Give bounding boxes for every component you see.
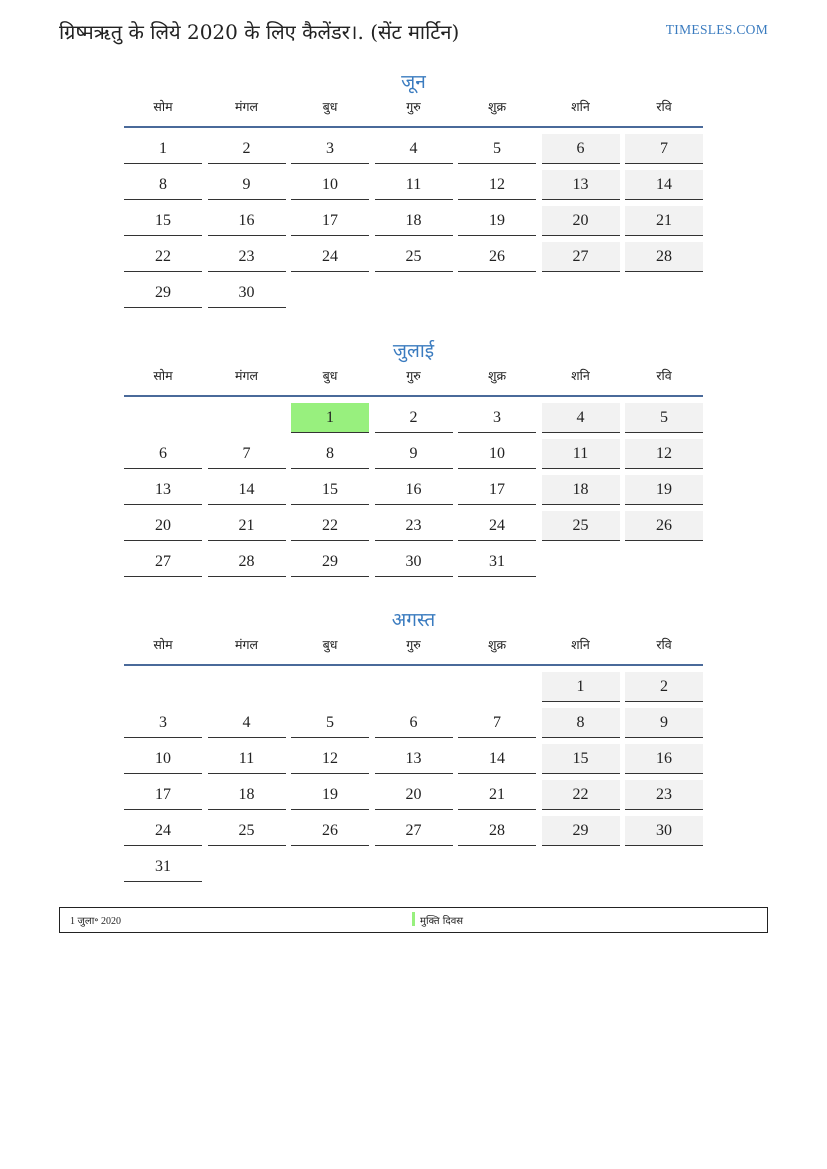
empty-day-cell — [375, 278, 453, 308]
day-cell: 10 — [458, 439, 536, 469]
day-cell: 2 — [375, 403, 453, 433]
day-cell: 11 — [208, 744, 286, 774]
day-cell: 28 — [625, 242, 703, 272]
day-cell: 27 — [542, 242, 620, 272]
day-cell: 14 — [625, 170, 703, 200]
empty-day-cell — [625, 278, 703, 308]
day-cell: 6 — [124, 439, 202, 469]
weekday-label: गुरु — [406, 99, 421, 114]
day-cell: 16 — [375, 475, 453, 505]
day-cell: 14 — [458, 744, 536, 774]
day-cell: 6 — [542, 134, 620, 164]
day-cell: 15 — [542, 744, 620, 774]
day-cell: 17 — [458, 475, 536, 505]
day-cell: 21 — [625, 206, 703, 236]
weekday-label: रवि — [656, 368, 672, 383]
day-cell: 23 — [375, 511, 453, 541]
day-grid — [124, 403, 703, 583]
day-cell: 22 — [542, 780, 620, 810]
weekday-header — [124, 98, 703, 128]
day-cell: 30 — [375, 547, 453, 577]
weekday-label: गुरु — [406, 368, 421, 383]
empty-day-cell — [208, 403, 286, 433]
day-cell: 20 — [542, 206, 620, 236]
day-cell: 24 — [291, 242, 369, 272]
weekday-label: शुक्र — [487, 637, 507, 652]
weekday-label: शनि — [571, 637, 590, 652]
day-cell: 3 — [124, 708, 202, 738]
day-cell: 2 — [625, 672, 703, 702]
day-cell: 16 — [208, 206, 286, 236]
day-grid — [124, 672, 703, 888]
empty-day-cell — [124, 403, 202, 433]
day-cell: 28 — [458, 816, 536, 846]
empty-day-cell — [124, 672, 202, 702]
empty-day-cell — [291, 672, 369, 702]
day-cell: 10 — [124, 744, 202, 774]
day-cell: 26 — [458, 242, 536, 272]
day-cell: 1 — [542, 672, 620, 702]
day-cell: 11 — [542, 439, 620, 469]
month-june — [124, 68, 703, 314]
weekday-label: सोम — [153, 368, 173, 383]
day-cell: 3 — [458, 403, 536, 433]
weekday-label: शुक्र — [487, 368, 507, 383]
empty-day-cell — [208, 672, 286, 702]
day-cell: 19 — [458, 206, 536, 236]
day-cell: 12 — [625, 439, 703, 469]
day-cell: 3 — [291, 134, 369, 164]
weekday-label: बुध — [322, 637, 338, 652]
empty-day-cell — [458, 852, 536, 882]
empty-day-cell — [291, 852, 369, 882]
day-cell: 13 — [375, 744, 453, 774]
empty-day-cell — [458, 278, 536, 308]
day-cell: 26 — [625, 511, 703, 541]
day-cell: 20 — [124, 511, 202, 541]
page-title: ग्रिष्मऋतु के लिये 2020 के लिए कैलेंडर।. (सेंट मार्टिन) — [59, 20, 460, 44]
empty-day-cell — [291, 278, 369, 308]
day-cell: 9 — [375, 439, 453, 469]
day-cell: 29 — [542, 816, 620, 846]
month-title: अगस्त — [391, 609, 436, 631]
day-cell: 18 — [375, 206, 453, 236]
day-cell: 10 — [291, 170, 369, 200]
day-cell: 4 — [375, 134, 453, 164]
day-cell: 9 — [625, 708, 703, 738]
month-title: जुलाई — [392, 340, 435, 362]
weekday-label: मंगल — [235, 368, 258, 383]
month-july — [124, 337, 703, 583]
day-cell: 30 — [625, 816, 703, 846]
legend-date: 1 जुला॰ 2020 — [70, 916, 122, 927]
day-cell: 8 — [124, 170, 202, 200]
month-august — [124, 606, 703, 888]
day-cell: 5 — [291, 708, 369, 738]
weekday-header — [124, 367, 703, 397]
day-cell: 17 — [291, 206, 369, 236]
day-cell: 23 — [625, 780, 703, 810]
day-grid — [124, 134, 703, 314]
day-cell: 19 — [291, 780, 369, 810]
day-cell: 29 — [124, 278, 202, 308]
day-cell: 23 — [208, 242, 286, 272]
weekday-label: सोम — [153, 99, 173, 114]
weekday-label: रवि — [656, 637, 672, 652]
day-cell: 22 — [124, 242, 202, 272]
day-cell: 4 — [208, 708, 286, 738]
empty-day-cell — [375, 672, 453, 702]
weekday-label: रवि — [656, 99, 672, 114]
weekday-label: शनि — [571, 368, 590, 383]
day-cell: 31 — [124, 852, 202, 882]
day-cell: 24 — [124, 816, 202, 846]
day-cell: 2 — [208, 134, 286, 164]
empty-day-cell — [542, 852, 620, 882]
legend-box — [59, 907, 768, 933]
empty-day-cell — [458, 672, 536, 702]
empty-day-cell — [542, 278, 620, 308]
day-cell: 1 — [291, 403, 369, 433]
weekday-header — [124, 636, 703, 666]
day-cell: 9 — [208, 170, 286, 200]
day-cell: 8 — [542, 708, 620, 738]
day-cell: 26 — [291, 816, 369, 846]
day-cell: 25 — [375, 242, 453, 272]
day-cell: 13 — [542, 170, 620, 200]
day-cell: 24 — [458, 511, 536, 541]
day-cell: 17 — [124, 780, 202, 810]
day-cell: 11 — [375, 170, 453, 200]
day-cell: 31 — [458, 547, 536, 577]
day-cell: 19 — [625, 475, 703, 505]
day-cell: 13 — [124, 475, 202, 505]
empty-day-cell — [208, 852, 286, 882]
legend-color-marker — [412, 912, 415, 926]
weekday-label: मंगल — [235, 99, 258, 114]
day-cell: 28 — [208, 547, 286, 577]
day-cell: 27 — [124, 547, 202, 577]
weekday-label: शुक्र — [487, 99, 507, 114]
site-link[interactable]: TIMESLES.COM — [665, 22, 768, 37]
day-cell: 16 — [625, 744, 703, 774]
day-cell: 30 — [208, 278, 286, 308]
day-cell: 25 — [208, 816, 286, 846]
empty-day-cell — [625, 852, 703, 882]
weekday-label: मंगल — [235, 637, 258, 652]
weekday-label: शनि — [571, 99, 590, 114]
weekday-label: बुध — [322, 368, 338, 383]
empty-day-cell — [625, 547, 703, 577]
weekday-label: बुध — [322, 99, 338, 114]
weekday-label: गुरु — [406, 637, 421, 652]
day-cell: 21 — [458, 780, 536, 810]
legend-holiday-label: मुक्ति दिवस — [420, 916, 464, 927]
day-cell: 18 — [208, 780, 286, 810]
day-cell: 18 — [542, 475, 620, 505]
day-cell: 7 — [458, 708, 536, 738]
month-title: जून — [401, 71, 426, 93]
empty-day-cell — [375, 852, 453, 882]
day-cell: 20 — [375, 780, 453, 810]
day-cell: 14 — [208, 475, 286, 505]
day-cell: 22 — [291, 511, 369, 541]
day-cell: 4 — [542, 403, 620, 433]
day-cell: 7 — [208, 439, 286, 469]
day-cell: 25 — [542, 511, 620, 541]
day-cell: 1 — [124, 134, 202, 164]
day-cell: 12 — [458, 170, 536, 200]
day-cell: 5 — [625, 403, 703, 433]
day-cell: 27 — [375, 816, 453, 846]
day-cell: 15 — [291, 475, 369, 505]
day-cell: 15 — [124, 206, 202, 236]
day-cell: 8 — [291, 439, 369, 469]
day-cell: 12 — [291, 744, 369, 774]
day-cell: 6 — [375, 708, 453, 738]
day-cell: 5 — [458, 134, 536, 164]
day-cell: 21 — [208, 511, 286, 541]
day-cell: 29 — [291, 547, 369, 577]
empty-day-cell — [542, 547, 620, 577]
day-cell: 7 — [625, 134, 703, 164]
weekday-label: सोम — [153, 637, 173, 652]
